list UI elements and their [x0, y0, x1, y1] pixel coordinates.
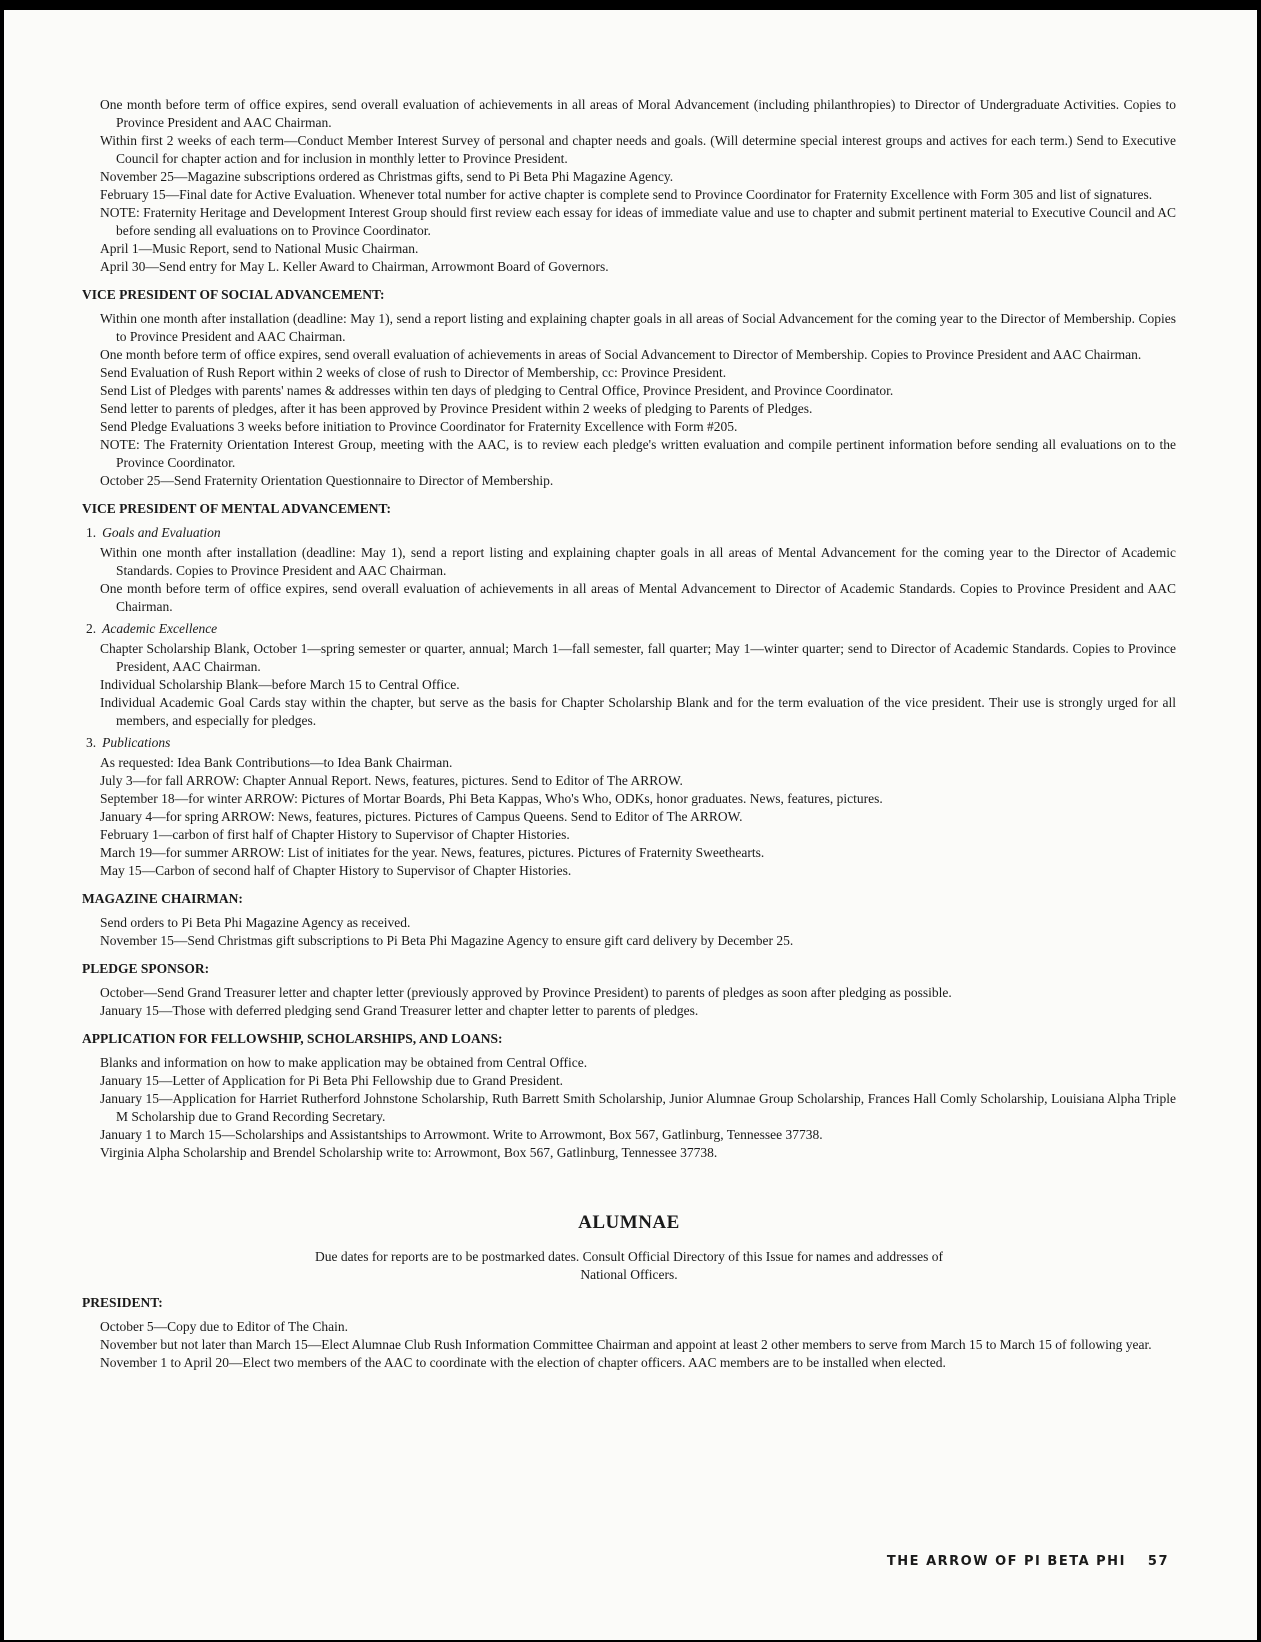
- list-item: September 18—for winter ARROW: Pictures of Mortar Boards, Phi Beta Kappas, Who's Who, ODKs, honor graduates. News, features, pictures.: [100, 791, 883, 806]
- subsection-label: Publications: [102, 735, 171, 750]
- fellowship-items: [82, 1054, 1176, 1162]
- page-footer: [887, 1554, 1169, 1569]
- list-item: One month before term of office expires, send overall evaluation of achievements in all areas of Moral Advancement (including philanthropies) to Director of Undergraduate Activities. Copies to Province President and AAC Chairman.: [100, 97, 1176, 130]
- list-item: January 15—Application for Harriet Rutherford Johnstone Scholarship, Ruth Barrett Smith Scholarship, Junior Alumnae Group Scholarship, Frances Hall Comly Scholarship, Louisiana Alpha Triple M Scholarship due to Grand Recording Secretary.: [100, 1091, 1176, 1124]
- social-advancement-items: [82, 310, 1176, 490]
- list-item: Individual Academic Goal Cards stay within the chapter, but serve as the basis for Chapter Scholarship Blank and for the term evaluation of the vice president. Their use is strongly urged for all members, and especially for pledges.: [100, 695, 1176, 728]
- list-item: January 15—Those with deferred pledging send Grand Treasurer letter and chapter letter to parents of pledges.: [100, 1003, 699, 1018]
- magazine-items: [82, 914, 1176, 950]
- list-item: Within one month after installation (deadline: May 1), send a report listing and explaining chapter goals in all areas of Social Advancement for the coming year to the Director of Membership. Copies to Province President and AAC Chairman.: [100, 311, 1176, 344]
- list-item: January 4—for spring ARROW: News, features, pictures. Pictures of Campus Queens. Send to Editor of The ARROW.: [100, 809, 743, 824]
- alumnae-note: Due dates for reports are to be postmarked dates. Consult Official Directory of this Issue for names and addresses of National Officers.: [314, 1249, 944, 1282]
- content-column: [82, 96, 1176, 1378]
- moral-advancement-items: [82, 96, 1176, 276]
- subsection-number: 2.: [86, 621, 97, 636]
- pledge-items: [82, 984, 1176, 1020]
- subsection-title: [86, 620, 1176, 638]
- list-item: November 1 to April 20—Elect two members of the AAC to coordinate with the election of chapter officers. AAC members are to be installed when elected.: [100, 1355, 946, 1370]
- list-item: February 1—carbon of first half of Chapter History to Supervisor of Chapter Histories.: [100, 827, 570, 842]
- section-heading-president: PRESIDENT:: [82, 1295, 163, 1310]
- list-item: Individual Scholarship Blank—before March 15 to Central Office.: [100, 677, 460, 692]
- list-item: November 25—Magazine subscriptions ordered as Christmas gifts, send to Pi Beta Phi Magazine Agency.: [100, 169, 674, 184]
- list-item: October 5—Copy due to Editor of The Chain.: [100, 1319, 348, 1334]
- subsection-title: [86, 524, 1176, 542]
- subsection-title: [86, 734, 1176, 752]
- list-item: January 15—Letter of Application for Pi Beta Phi Fellowship due to Grand President.: [100, 1073, 564, 1088]
- list-item: One month before term of office expires, send overall evaluation of achievements in all areas of Mental Advancement to Director of Academic Standards. Copies to Province President and AAC Chairman.: [100, 581, 1176, 614]
- list-item: One month before term of office expires, send overall evaluation of achievements in areas of Social Advancement to Director of Membership. Copies to Province President and AAC Chairman.: [100, 347, 1142, 362]
- list-item: Send List of Pledges with parents' names & addresses within ten days of pledging to Central Office, Province President, and Province Coordinator.: [100, 383, 894, 398]
- list-item: February 15—Final date for Active Evaluation. Whenever total number for active chapter is complete send to Province Coordinator for Fraternity Excellence with Form 305 and list of signatures.: [100, 187, 1153, 202]
- president-items: [82, 1318, 1176, 1372]
- footer-title: THE ARROW OF PI BETA PHI: [886, 1554, 1126, 1569]
- list-item: Within one month after installation (deadline: May 1), send a report listing and explaining chapter goals in all areas of Mental Advancement for the coming year to the Director of Academic Standards. Copies to Province President and AAC Chairman.: [100, 545, 1176, 578]
- list-item: November but not later than March 15—Elect Alumnae Club Rush Information Committee Chairman and appoint at least 2 other members to serve from March 15 to March 15 of following year.: [100, 1337, 1152, 1352]
- subsection-label: Goals and Evaluation: [102, 525, 221, 540]
- document-page: [4, 10, 1257, 1640]
- list-item: As requested: Idea Bank Contributions—to Idea Bank Chairman.: [100, 755, 453, 770]
- subsection-number: 1.: [86, 525, 97, 540]
- list-item: NOTE: The Fraternity Orientation Interest Group, meeting with the AAC, is to review each pledge's written evaluation and compile pertinent information before sending all evaluations on to the Province Coordinator.: [100, 437, 1176, 470]
- list-item: October—Send Grand Treasurer letter and chapter letter (previously approved by Province President) to parents of pledges as soon after pledging as possible.: [100, 985, 952, 1000]
- list-item: October 25—Send Fraternity Orientation Questionnaire to Director of Membership.: [100, 473, 554, 488]
- alumnae-title: ALUMNAE: [578, 1212, 680, 1233]
- list-item: July 3—for fall ARROW: Chapter Annual Report. News, features, pictures. Send to Editor of The ARROW.: [100, 773, 683, 788]
- list-item: Send Evaluation of Rush Report within 2 weeks of close of rush to Director of Membership, cc: Province President.: [100, 365, 727, 380]
- page-number: 57: [1147, 1554, 1169, 1569]
- list-item: May 15—Carbon of second half of Chapter History to Supervisor of Chapter Histories.: [100, 863, 572, 878]
- mental-advancement-items: [82, 524, 1176, 880]
- subsection-label: Academic Excellence: [102, 621, 218, 636]
- list-item: Blanks and information on how to make application may be obtained from Central Office.: [100, 1055, 588, 1070]
- section-heading-magazine: MAGAZINE CHAIRMAN:: [82, 891, 243, 906]
- list-item: April 30—Send entry for May L. Keller Award to Chairman, Arrowmont Board of Governors.: [100, 259, 609, 274]
- list-item: November 15—Send Christmas gift subscriptions to Pi Beta Phi Magazine Agency to ensure gift card delivery by December 25.: [100, 933, 794, 948]
- subsection-number: 3.: [86, 735, 97, 750]
- list-item: Within first 2 weeks of each term—Conduct Member Interest Survey of personal and chapter needs and goals. (Will determine special interest groups and actives for each term.) Send to Executive Council for chapter action and for inclusion in monthly letter to Province President.: [100, 133, 1176, 166]
- list-item: April 1—Music Report, send to National Music Chairman.: [100, 241, 419, 256]
- list-item: March 19—for summer ARROW: List of initiates for the year. News, features, pictures. Pictures of Fraternity Sweethearts.: [100, 845, 765, 860]
- list-item: NOTE: Fraternity Heritage and Development Interest Group should first review each essay for ideas of immediate value and use to chapter and submit pertinent material to Executive Council and AC before sending all evaluations on to Province Coordinator.: [100, 205, 1176, 238]
- list-item: Send orders to Pi Beta Phi Magazine Agency as received.: [100, 915, 411, 930]
- section-heading-mental: VICE PRESIDENT OF MENTAL ADVANCEMENT:: [82, 501, 392, 516]
- section-heading-fellowship: APPLICATION FOR FELLOWSHIP, SCHOLARSHIPS, AND LOANS:: [82, 1031, 503, 1046]
- list-item: Send letter to parents of pledges, after it has been approved by Province President within 2 weeks of pledging to Parents of Pledges.: [100, 401, 813, 416]
- section-heading-social: VICE PRESIDENT OF SOCIAL ADVANCEMENT:: [82, 287, 385, 302]
- list-item: Chapter Scholarship Blank, October 1—spring semester or quarter, annual; March 1—fall semester, fall quarter; May 1—winter quarter; send to Director of Academic Standards. Copies to Province President, AAC Chairman.: [100, 641, 1176, 674]
- section-heading-pledge: PLEDGE SPONSOR:: [82, 961, 210, 976]
- list-item: Send Pledge Evaluations 3 weeks before initiation to Province Coordinator for Fraternity Excellence with Form #205.: [100, 419, 738, 434]
- list-item: January 1 to March 15—Scholarships and Assistantships to Arrowmont. Write to Arrowmont, Box 567, Gatlinburg, Tennessee 37738.: [100, 1127, 823, 1142]
- list-item: Virginia Alpha Scholarship and Brendel Scholarship write to: Arrowmont, Box 567, Gatlinburg, Tennessee 37738.: [100, 1145, 718, 1160]
